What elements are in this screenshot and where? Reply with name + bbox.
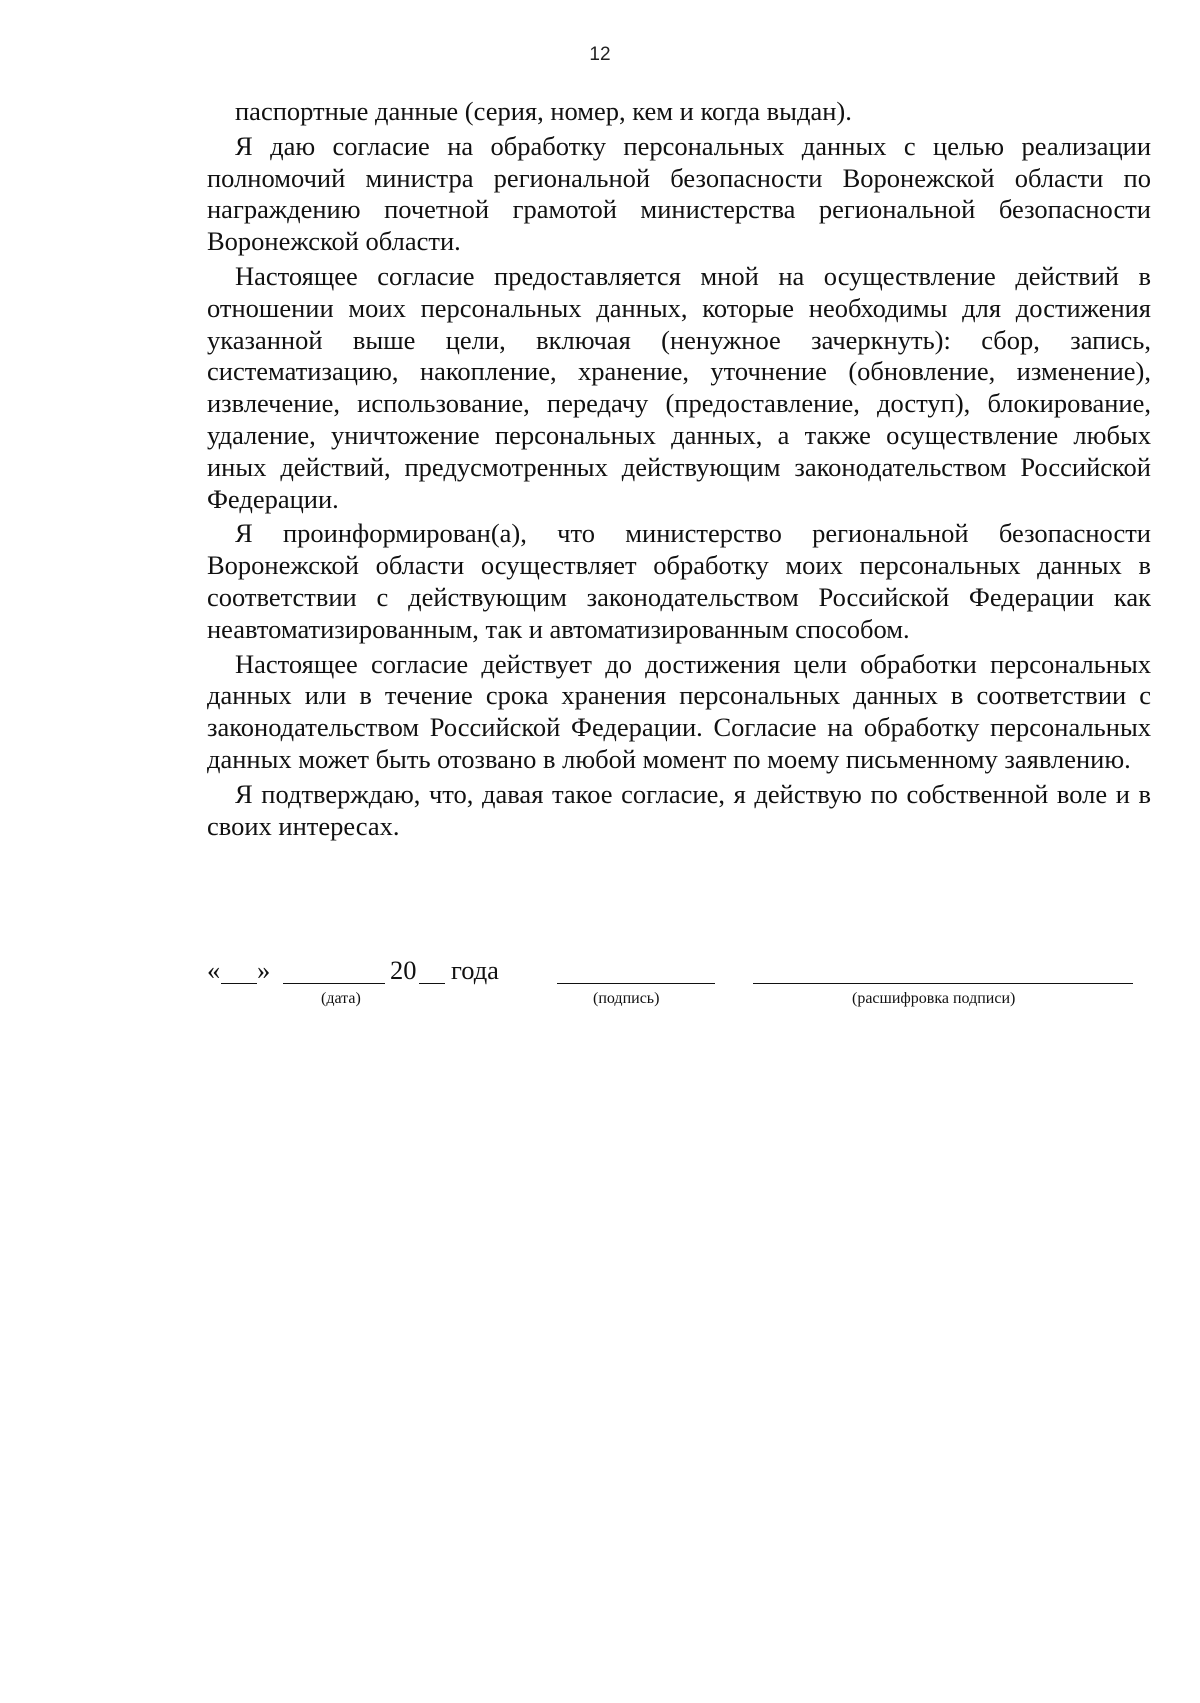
year-prefix: 20 (390, 955, 417, 985)
signature-line (557, 983, 715, 984)
signature-block (207, 955, 1151, 1015)
signature-caption: (подпись) (593, 990, 660, 1007)
paragraph-confirmation: Я подтверждаю, что, давая такое согласие, я действую по собственной воле и в своих интересах. (207, 778, 1151, 841)
open-quote: « (207, 955, 221, 985)
close-quote: » (257, 955, 271, 985)
paragraph-informed: Я проинформирован(а), что министерство региональной безопасности Воронежской области осуществляет обработку моих персональных данных в соответствии с действующим законодательством Российской Федерации как неавтоматизированным, так и автоматизированным способом. (207, 518, 1151, 644)
year-suffix: года (451, 955, 499, 985)
paragraph-consent-purpose: Я даю согласие на обработку персональных данных с целью реализации полномочий министра региональной безопасности Воронежской области по награждению почетной грамотой министерства региональной безопасности Воронежской области. (207, 130, 1151, 257)
consent-body (207, 96, 1151, 845)
decoding-line (753, 983, 1133, 984)
page-number: 12 (589, 44, 611, 65)
paragraph-passport-data: паспортные данные (серия, номер, кем и когда выдан). (235, 96, 852, 126)
day-line (221, 983, 257, 984)
month-line (283, 983, 385, 984)
year-line (419, 983, 445, 984)
paragraph-consent-actions: Настоящее согласие предоставляется мной на осуществление действий в отношении моих персональных данных, которые необходимы для достижения указанной выше цели, включая (ненужное зачеркнуть): сбор, запись, систематизацию, накопление, хранение, уточнение (обновление, изменение), извлечение, использование, передачу (предоставление, доступ), блокирование, удаление, уничтожение персональных данных, а также осуществление любых иных действий, предусмотренных действующим законодательством Российской Федерации. (207, 260, 1151, 514)
decoding-caption: (расшифровка подписи) (852, 990, 1016, 1007)
date-caption: (дата) (321, 990, 361, 1007)
paragraph-validity: Настоящее согласие действует до достижения цели обработки персональных данных или в течение срока хранения персональных данных в соответствии с законодательством Российской Федерации. Согласие на обработку персональных данных может быть отозвано в любой момент по моему письменному заявлению. (207, 648, 1151, 774)
